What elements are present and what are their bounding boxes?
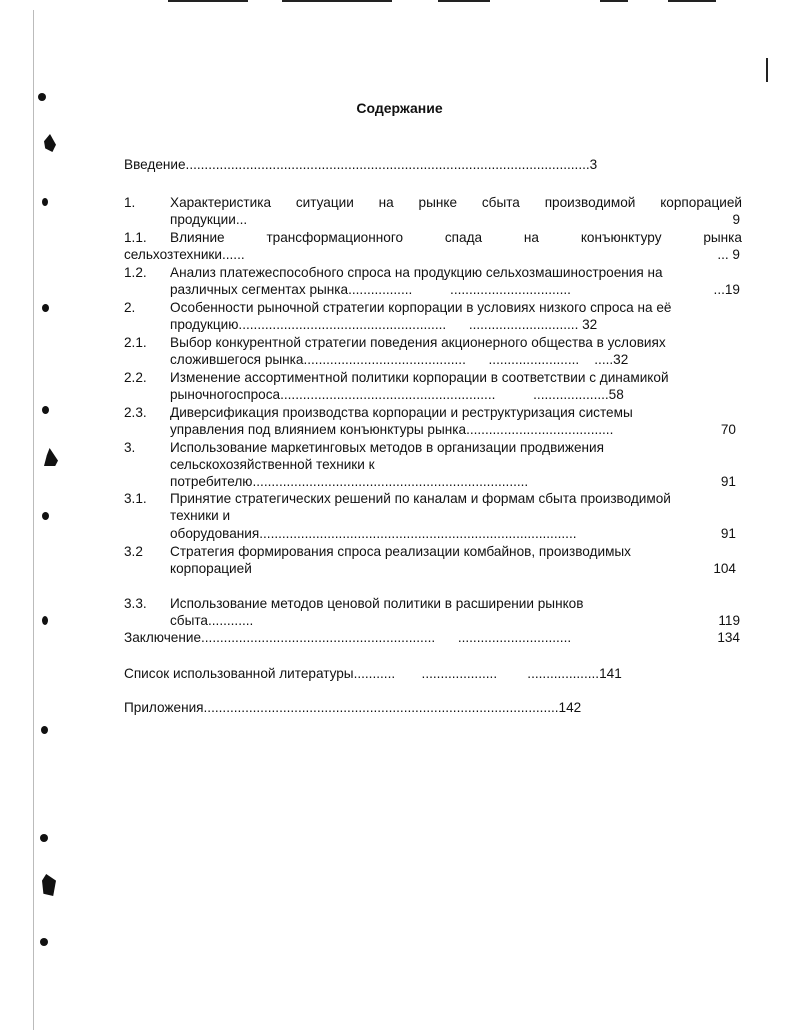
toc-entry-page: 91 bbox=[720, 526, 736, 541]
top-edge-mark bbox=[282, 0, 392, 2]
toc-entry-line: Характеристика ситуации на рынке сбыта производимой корпорацией bbox=[170, 195, 742, 210]
toc-entry-line: сельхозтехники...... bbox=[124, 247, 245, 262]
toc-entry-line: Использование маркетинговых методов в организации продвижения bbox=[170, 440, 605, 455]
toc-entry-page: 91 bbox=[720, 474, 736, 489]
punch-hole-dot bbox=[40, 938, 48, 946]
toc-entry-number: 1. bbox=[124, 195, 136, 210]
toc-entry-page: 104 bbox=[713, 561, 736, 576]
toc-entry-line: рыночногоспроса......................................................... ....................58 bbox=[170, 387, 624, 402]
toc-entry-line: Анализ платежеспособного спроса на продукцию сельхозмашиностроения на bbox=[170, 265, 663, 280]
scan-blot bbox=[44, 134, 56, 152]
toc-entry-line: потребителю......................................................................... bbox=[170, 474, 529, 489]
toc-entry-number: 2.3. bbox=[124, 405, 147, 420]
scan-blot bbox=[44, 448, 58, 466]
toc-entry-number: 3. bbox=[124, 440, 136, 455]
toc-entry-line: Стратегия формирования спроса реализации комбайнов, производимых bbox=[170, 544, 631, 559]
toc-entry-number: 3.3. bbox=[124, 596, 147, 611]
punch-hole-dot bbox=[42, 406, 49, 414]
toc-entry-line: продукции... bbox=[170, 212, 248, 227]
toc-entry-page: ... 9 bbox=[717, 247, 740, 262]
toc-entry-intro: Введение...........................................................................................................3 bbox=[124, 157, 598, 172]
punch-hole-dot bbox=[42, 512, 49, 520]
toc-entry-number: 1.1. bbox=[124, 230, 147, 245]
toc-entry-number: 3.1. bbox=[124, 491, 147, 506]
toc-entry-number: 2. bbox=[124, 300, 136, 315]
toc-entry-line: сложившегося рынка........................................... ........................ .....32 bbox=[170, 352, 629, 367]
toc-entry-line: оборудования.................................................................................... bbox=[170, 526, 577, 541]
toc-entry-page: 9 bbox=[732, 212, 740, 227]
toc-entry-line: сбыта............ bbox=[170, 613, 254, 628]
toc-entry-number: 3.2 bbox=[124, 544, 143, 559]
toc-entry-page: 70 bbox=[720, 422, 736, 437]
punch-hole-dot bbox=[42, 198, 48, 206]
toc-entry-number: 2.1. bbox=[124, 335, 147, 350]
toc-entry-appendix: Приложения..............................................................................................142 bbox=[124, 700, 582, 715]
page-title: Содержание bbox=[356, 100, 443, 116]
toc-entry-line: Изменение ассортиментной политики корпорации в соответствии с динамикой bbox=[170, 370, 669, 385]
toc-entry-line: Принятие стратегических решений по каналам и формам сбыта производимой bbox=[170, 491, 671, 506]
toc-entry-line: Использование методов ценовой политики в расширении рынков bbox=[170, 596, 584, 611]
top-edge-mark bbox=[168, 0, 248, 2]
top-edge-mark bbox=[668, 0, 716, 2]
toc-entry-line: различных сегментах рынка................. ................................ bbox=[170, 282, 571, 297]
toc-entry-literature: Список использованной литературы........... .................... ...................141 bbox=[124, 666, 622, 681]
toc-entry-line: Влияние трансформационного спада на конъюнктуру рынка bbox=[170, 230, 742, 245]
punch-hole-dot bbox=[42, 304, 49, 312]
toc-entry-line: сельскохозяйственной техники к bbox=[170, 457, 375, 472]
right-edge-line bbox=[766, 58, 768, 82]
toc-entry-line: Выбор конкурентной стратегии поведения акционерного общества в условиях bbox=[170, 335, 666, 350]
toc-entry-page: ...19 bbox=[713, 282, 740, 297]
toc-entry-line: продукцию....................................................... ............................. 32 bbox=[170, 317, 598, 332]
toc-entry-number: 2.2. bbox=[124, 370, 147, 385]
left-edge-line bbox=[33, 10, 34, 1030]
punch-hole-dot bbox=[41, 726, 48, 734]
toc-entry-conclusion: Заключение.............................................................. .............................. bbox=[124, 630, 572, 645]
toc-entry-line: техники и bbox=[170, 508, 231, 523]
toc-entry-number: 1.2. bbox=[124, 265, 147, 280]
punch-hole-dot bbox=[42, 616, 48, 625]
scan-blot bbox=[42, 874, 56, 896]
toc-entry-line: Диверсификация производства корпорации и реструктуризация системы bbox=[170, 405, 633, 420]
top-edge-mark bbox=[600, 0, 628, 2]
punch-hole-dot bbox=[40, 834, 48, 842]
toc-entry-page: 119 bbox=[718, 613, 740, 628]
toc-entry-line: корпорацией bbox=[170, 561, 252, 576]
top-edge-mark bbox=[438, 0, 490, 2]
toc-entry-page: 134 bbox=[717, 630, 740, 645]
toc-entry-line: управления под влиянием конъюнктуры рынка....................................... bbox=[170, 422, 614, 437]
toc-entry-line: Особенности рыночной стратегии корпорации в условиях низкого спроса на её bbox=[170, 300, 672, 315]
